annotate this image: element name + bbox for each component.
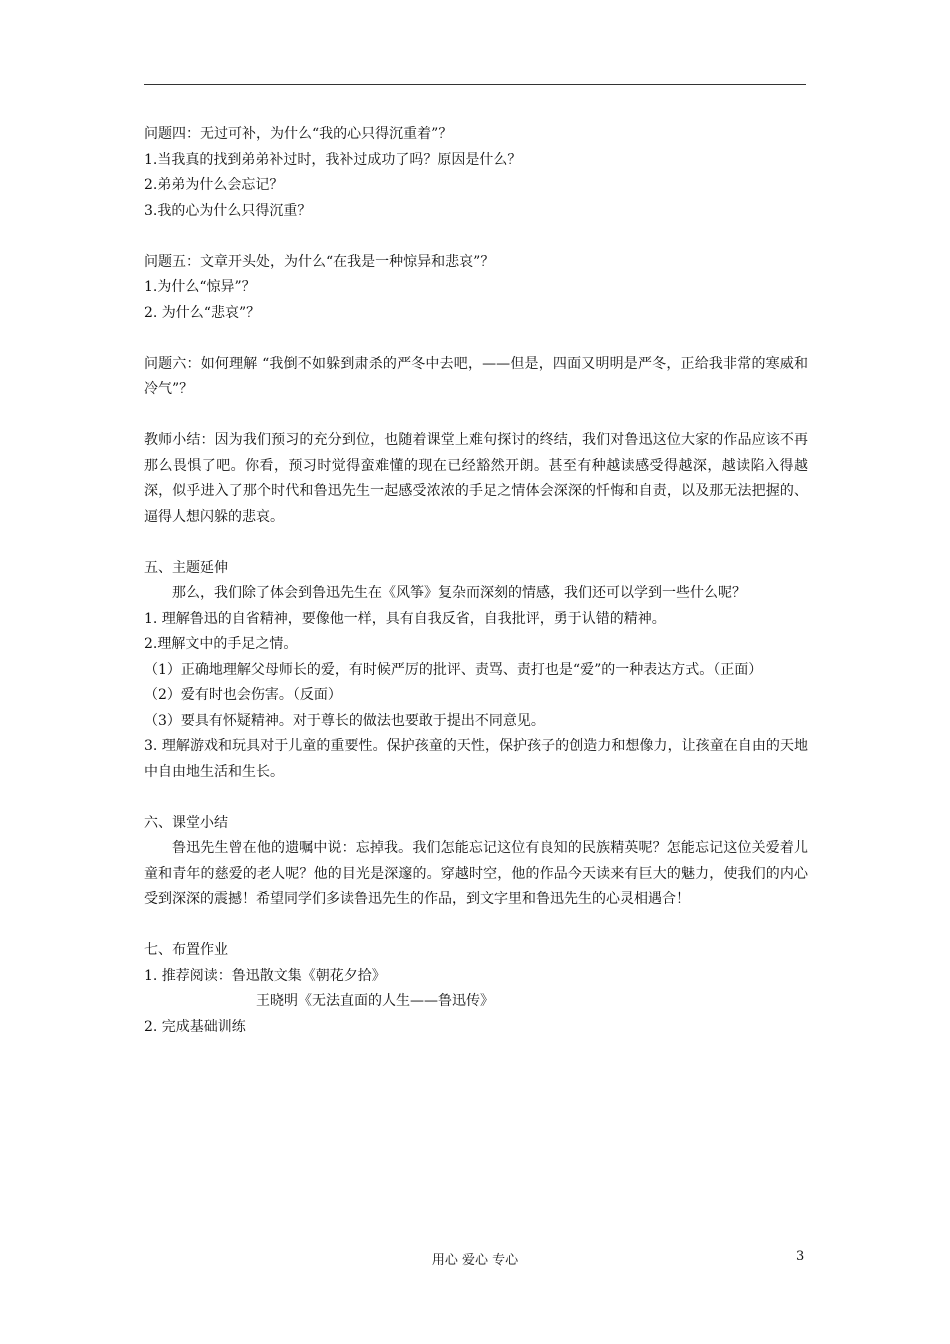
section6-heading: 六、课堂小结: [144, 814, 228, 831]
homework-item-2: 2. 完成基础训练: [144, 1018, 246, 1035]
homework-item-1: 1. 推荐阅读：鲁迅散文集《朝花夕拾》: [144, 967, 386, 984]
q5-item-2: 2. 为什么“悲哀”？: [144, 304, 261, 321]
section5-point-2c: （3）要具有怀疑精神。对于尊长的做法也要敢于提出不同意见。: [144, 712, 545, 729]
homework-item-1b: 王晓明《无法直面的人生——鲁迅传》: [256, 993, 494, 1009]
section5-point-2b: （2）爱有时也会伤害。（反面）: [144, 687, 342, 703]
section5-heading: 五、主题延伸: [144, 559, 228, 576]
header-rule: [144, 84, 806, 85]
section6-body: 鲁迅先生曾在他的遗嘱中说：忘掉我。我们怎能忘记这位有良知的民族精英呢？怎能忘记这位关爱着儿童和青年的慈爱的老人呢？他的目光是深邃的。穿越时空，他的作品今天读来有巨大的魅力，使我们的内心受到深深的震撼！希望同学们多读鲁迅先生的作品，到文字里和鲁迅先生的心灵相遇合！: [144, 840, 808, 907]
q4-item-3: 3.我的心为什么只得沉重？: [144, 202, 312, 219]
teacher-summary: 教师小结：因为我们预习的充分到位，也随着课堂上难句探讨的终结，我们对鲁迅这位大家的作品应该不再那么畏惧了吧。你看，预习时觉得蛮难懂的现在已经豁然开朗。甚至有种越读感受得越深，越读陷入得越深，似乎进入了那个时代和鲁迅先生一起感受浓浓的手足之情体会深深的忏悔和自责，以及那无法把握的、逼得人想闪躲的悲哀。: [144, 432, 808, 525]
section5-point-3: 3. 理解游戏和玩具对于儿童的重要性。保护孩童的天性，保护孩子的创造力和想像力，让孩童在自由的天地中自由地生活和生长。: [144, 738, 808, 780]
footer-motto: 用心 爱心 专心: [431, 1253, 519, 1268]
page-body: [144, 122, 808, 1040]
q4-item-2: 2.弟弟为什么会忘记？: [144, 177, 284, 193]
q5-title: 问题五：文章开头处，为什么“在我是一种惊异和悲哀”？: [144, 253, 495, 270]
q5-item-1: 1.为什么“惊异”？: [144, 279, 256, 295]
section5-intro: 那么，我们除了体会到鲁迅先生在《风筝》复杂而深刻的情感，我们还可以学到一些什么呢？: [172, 585, 746, 601]
section5-point-2: 2.理解文中的手足之情。: [144, 636, 298, 652]
section5-point-1: 1. 理解鲁迅的自省精神，要像他一样，具有自我反省，自我批评，勇于认错的精神。: [144, 610, 666, 627]
q4-title: 问题四：无过可补，为什么“我的心只得沉重着”？: [144, 126, 453, 142]
page-number: 3: [796, 1249, 805, 1264]
section5-point-2a: （1）正确地理解父母师长的爱，有时候严厉的批评、责骂、责打也是“爱”的一种表达方式。（正面）: [144, 661, 763, 678]
q6-text: 问题六：如何理解 “我倒不如躲到肃杀的严冬中去吧，——但是，四面又明明是严冬，正给我非常的寒威和冷气”？: [144, 355, 808, 397]
q4-item-1: 1.当我真的找到弟弟补过时，我补过成功了吗？原因是什么？: [144, 151, 522, 168]
section7-heading: 七、布置作业: [144, 942, 228, 958]
